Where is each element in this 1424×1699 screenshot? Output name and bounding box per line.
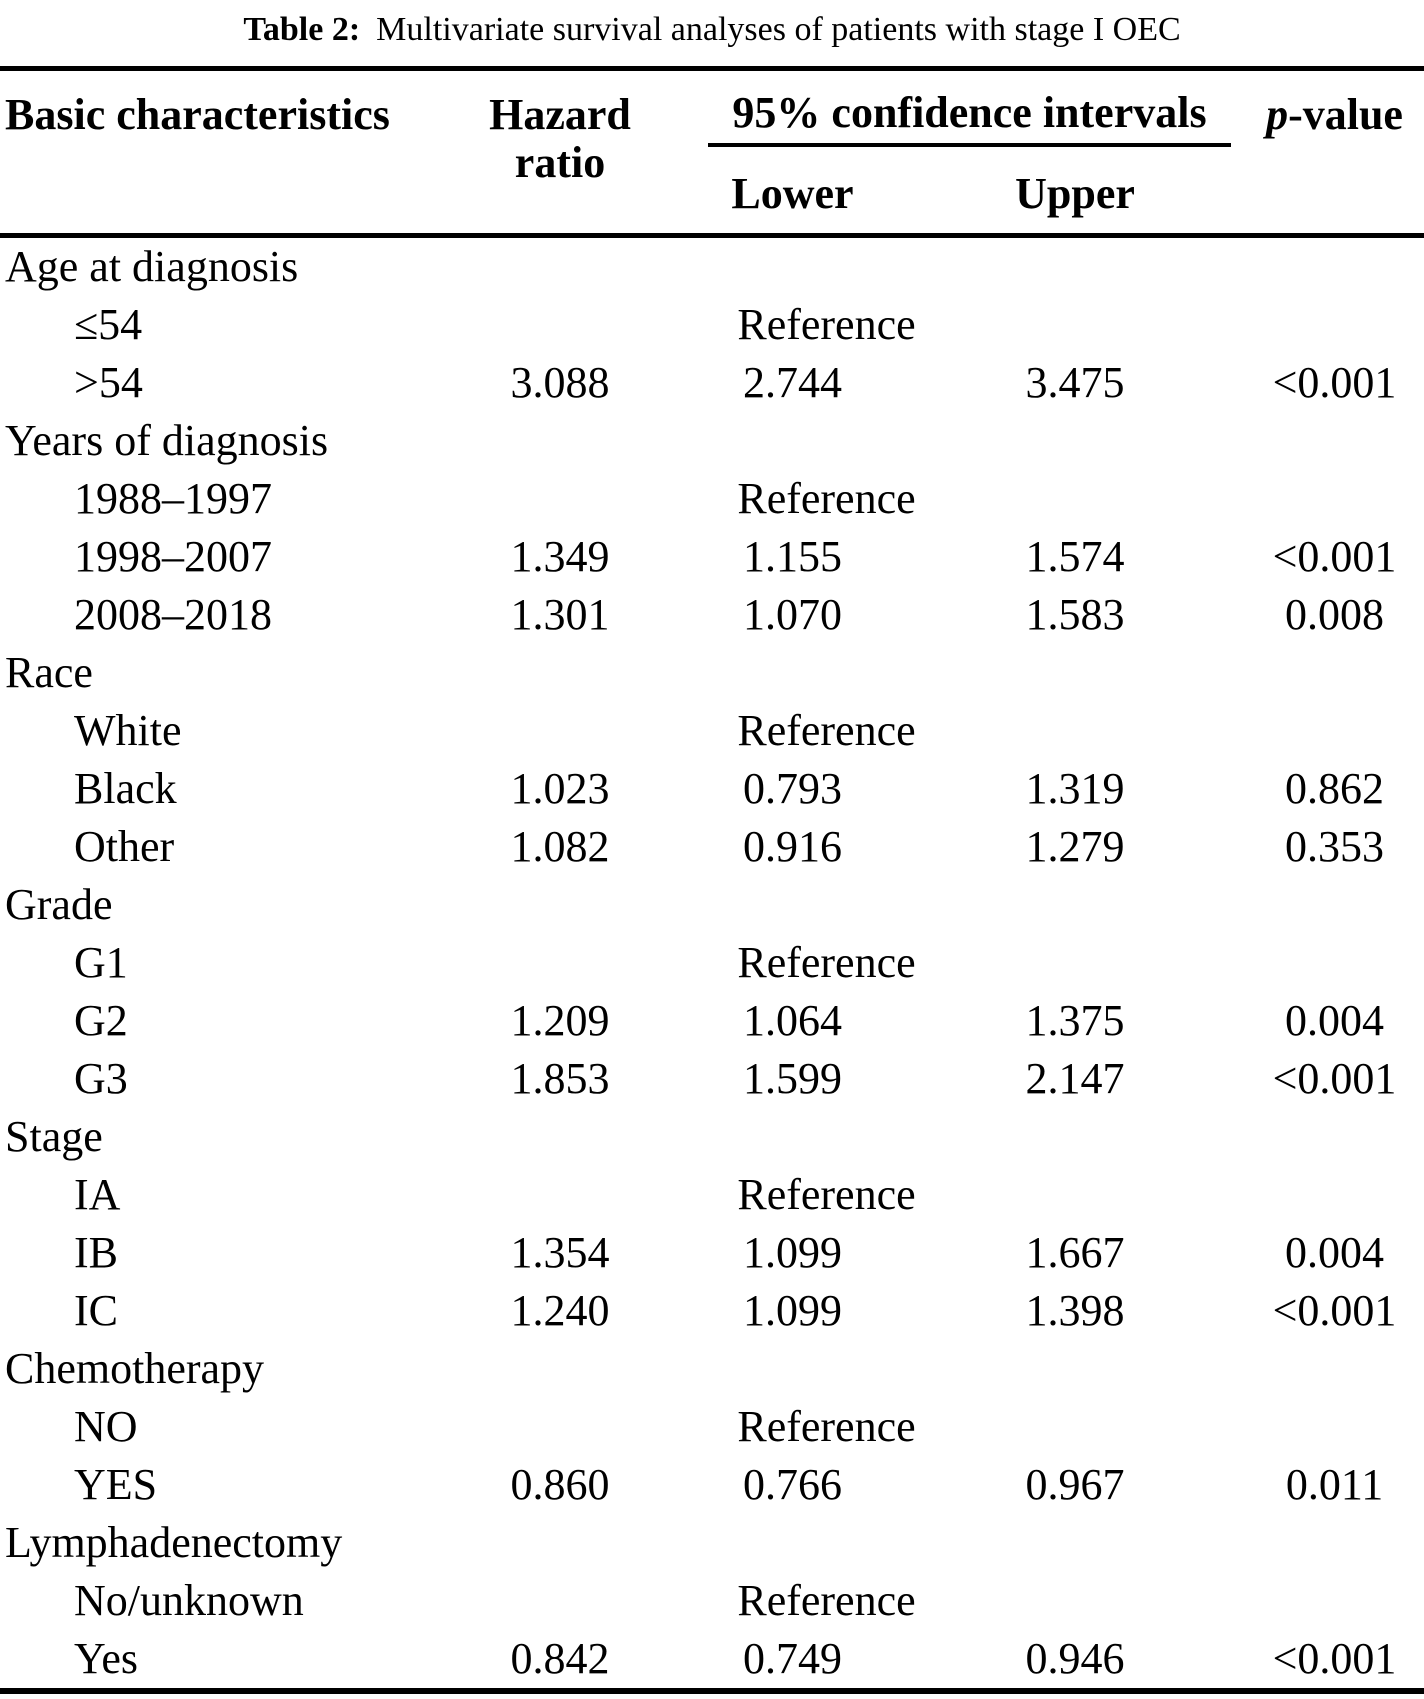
col-header-upper: Upper xyxy=(1015,168,1135,218)
row-label: 1998–2007 xyxy=(74,532,272,581)
table-row xyxy=(0,702,1424,760)
reference-cell: Reference xyxy=(737,300,916,349)
reference-cell: Reference xyxy=(737,1576,916,1625)
row-label: Yes xyxy=(74,1634,139,1683)
row-label: G1 xyxy=(74,938,128,987)
table-row: >54 3.088 2.744 3.475 <0.001 xyxy=(0,354,1424,412)
row-label: No/unknown xyxy=(74,1576,304,1625)
table-row xyxy=(0,876,1424,934)
reference-cell: Reference xyxy=(737,474,916,523)
table-row xyxy=(0,644,1424,702)
col-header-characteristics: Basic characteristics xyxy=(5,90,390,139)
col-header-lower: Lower xyxy=(731,168,854,218)
reference-cell: Reference xyxy=(737,1402,916,1451)
table-row: Yes 0.842 0.749 0.946 <0.001 xyxy=(0,1630,1424,1691)
table-row: Other 1.082 0.916 1.279 0.353 xyxy=(0,818,1424,876)
row-label: NO xyxy=(74,1402,138,1451)
reference-cell: Reference xyxy=(737,706,916,755)
col-header-p-value xyxy=(1245,69,1424,236)
table-row xyxy=(0,1398,1424,1456)
row-label: 1988–1997 xyxy=(74,474,272,523)
header-row-main xyxy=(0,69,1424,148)
table-row: Black 1.023 0.793 1.319 0.862 xyxy=(0,760,1424,818)
row-label: 2008–2018 xyxy=(74,590,272,639)
row-label: YES xyxy=(74,1460,158,1509)
table-row: G2 1.209 1.064 1.375 0.004 xyxy=(0,992,1424,1050)
row-label: G2 xyxy=(74,996,128,1045)
row-label: Stage xyxy=(5,1112,103,1161)
p-symbol: p xyxy=(1266,90,1289,139)
row-label: Grade xyxy=(5,880,113,929)
row-label: IB xyxy=(74,1228,118,1277)
row-label: Other xyxy=(74,822,175,871)
row-label: Years of diagnosis xyxy=(5,416,329,465)
table-row xyxy=(0,412,1424,470)
table-row xyxy=(0,1572,1424,1630)
row-label: Race xyxy=(5,648,93,697)
table-row xyxy=(0,1514,1424,1572)
row-label: G3 xyxy=(74,1054,128,1103)
table-row: G3 1.853 1.599 2.147 <0.001 xyxy=(0,1050,1424,1108)
row-label: White xyxy=(74,706,182,755)
table-row xyxy=(0,470,1424,528)
survival-analysis-table xyxy=(0,66,1424,1694)
table-caption xyxy=(0,0,1424,66)
table-title: Multivariate survival analyses of patients with stage I OEC xyxy=(376,11,1181,48)
table-row: IB 1.354 1.099 1.667 0.004 xyxy=(0,1224,1424,1282)
row-label: Lymphadenectomy xyxy=(5,1518,343,1567)
col-header-ci-group xyxy=(680,69,1245,148)
ci-group-label: 95% confidence intervals xyxy=(708,71,1231,147)
table-row: YES 0.860 0.766 0.967 0.011 xyxy=(0,1456,1424,1514)
reference-cell: Reference xyxy=(737,938,916,987)
table-row: IC 1.240 1.099 1.398 <0.001 xyxy=(0,1282,1424,1340)
row-label: IA xyxy=(74,1170,121,1219)
row-label: IC xyxy=(74,1286,118,1335)
table-row xyxy=(0,1340,1424,1398)
col-header-hazard-ratio: Hazard ratio xyxy=(489,90,631,187)
table-row xyxy=(0,1108,1424,1166)
table-header xyxy=(0,69,1424,236)
p-value-suffix: -value xyxy=(1288,90,1403,139)
table-row xyxy=(0,236,1424,297)
table-row xyxy=(0,1166,1424,1224)
row-label: Black xyxy=(74,764,177,813)
row-label: Age at diagnosis xyxy=(0,236,440,297)
table-row: 1998–2007 1.349 1.155 1.574 <0.001 xyxy=(0,528,1424,586)
table-row xyxy=(0,296,1424,354)
reference-cell: Reference xyxy=(737,1170,916,1219)
table-row: 2008–2018 1.301 1.070 1.583 0.008 xyxy=(0,586,1424,644)
table-number: Table 2: xyxy=(243,11,361,48)
row-label: ≤54 xyxy=(74,300,143,349)
table-row xyxy=(0,934,1424,992)
row-label: >54 xyxy=(74,358,143,407)
row-label: Chemotherapy xyxy=(5,1344,265,1393)
table-body xyxy=(0,236,1424,1692)
